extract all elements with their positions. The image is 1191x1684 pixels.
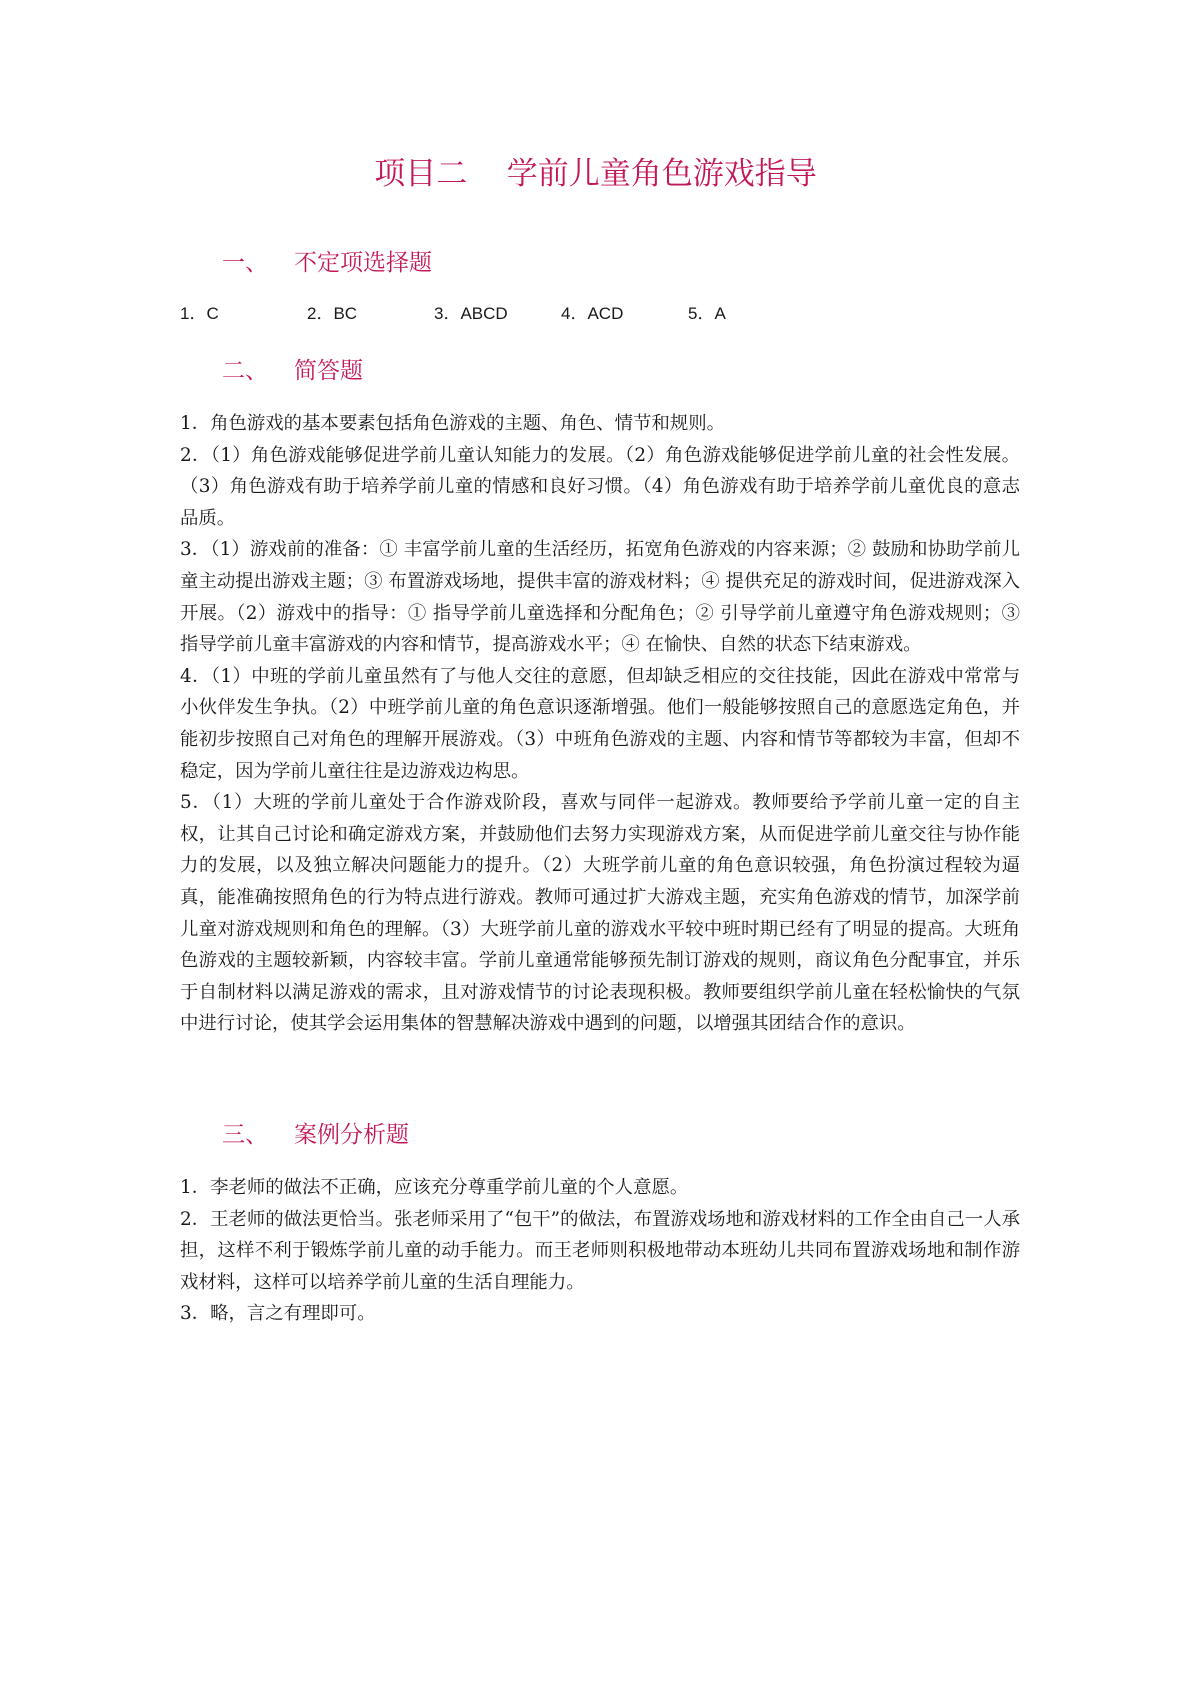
answer-list (180, 302, 815, 326)
answer-paragraph: 2．王老师的做法更恰当。张老师采用了“包干”的做法，布置游戏场地和游戏材料的工作全由自己一人承担，这样不利于锻炼学前儿童的动手能力。而王老师则积极地带动本班幼儿共同布置游戏场地和制作游戏材料，这样可以培养学前儿童的生活自理能力。 (180, 1208, 1020, 1293)
page-title: 项目二 学前儿童角色游戏指导 (374, 156, 817, 192)
case-analysis-body (180, 1172, 1020, 1330)
section-heading-multiple-choice (222, 248, 432, 278)
answer-paragraph: 5．（1）大班的学前儿童处于合作游戏阶段，喜欢与同伴一起游戏。教师要给予学前儿童一定的自主权，让其自己讨论和确定游戏方案，并鼓励他们去努力实现游戏方案，从而促进学前儿童交往与协作能力的发展，以及独立解决问题能力的提升。（2）大班学前儿童的角色意识较强，角色扮演过程较为逼真，能准确按照角色的行为特点进行游戏。教师可通过扩大游戏主题，充实角色游戏的情节，加深学前儿童对游戏规则和角色的理解。（3）大班学前儿童的游戏水平较中班时期已经有了明显的提高。大班角色游戏的主题较新颖，内容较丰富。学前儿童通常能够预先制订游戏的规则，商议角色分配事宜，并乐于自制材料以满足游戏的需求，且对游戏情节的讨论表现积极。教师要组织学前儿童在轻松愉快的气氛中进行讨论，使其学会运用集体的智慧解决游戏中遇到的问题，以增强其团结合作的意识。 (180, 792, 1020, 1035)
section-title: 案例分析题 (294, 1122, 409, 1148)
section-title: 简答题 (294, 358, 363, 384)
section-number: 二、 (222, 358, 268, 384)
section-title: 不定项选择题 (294, 250, 432, 276)
answer-paragraph: 2．（1）角色游戏能够促进学前儿童认知能力的发展。（2）角色游戏能够促进学前儿童的社会性发展。（3）角色游戏有助于培养学前儿童的情感和良好习惯。（4）角色游戏有助于培养学前儿童优良的意志品质。 (180, 444, 1020, 529)
answer-paragraph: 4．（1）中班的学前儿童虽然有了与他人交往的意愿，但却缺乏相应的交往技能，因此在游戏中常常与小伙伴发生争执。（2）中班学前儿童的角色意识逐渐增强。他们一般能够按照自己的意愿选定角色，并能初步按照自己对角色的理解开展游戏。（3）中班角色游戏的主题、内容和情节等都较为丰富，但却不稳定，因为学前儿童往往是边游戏边构思。 (180, 665, 1020, 782)
section-number: 一、 (222, 250, 268, 276)
answer-paragraph: 3．（1）游戏前的准备：① 丰富学前儿童的生活经历，拓宽角色游戏的内容来源；② 鼓励和协助学前儿童主动提出游戏主题；③ 布置游戏场地，提供丰富的游戏材料；④ 提供充足的游戏时间，促进游戏深入开展。（2）游戏中的指导：① 指导学前儿童选择和分配角色；② 引导学前儿童遵守角色游戏规则；③ 指导学前儿童丰富游戏的内容和情节，提高游戏水平；④ 在愉快、自然的状态下结束游戏。 (180, 539, 1020, 656)
section-heading-short-answer (222, 356, 363, 386)
answer-paragraph: 3．略，言之有理即可。 (180, 1303, 376, 1325)
answer-item: 1．C (180, 304, 219, 323)
answer-paragraph: 1．李老师的做法不正确，应该充分尊重学前儿童的个人意愿。 (180, 1177, 689, 1198)
short-answer-body (180, 408, 1020, 1040)
answer-item: 5．A (688, 304, 726, 323)
answer-item: 4．ACD (561, 304, 624, 323)
answer-item: 2．BC (307, 304, 358, 323)
section-heading-case-analysis (222, 1120, 409, 1150)
answer-paragraph: 1．角色游戏的基本要素包括角色游戏的主题、角色、情节和规则。 (180, 413, 726, 434)
answer-item: 3．ABCD (434, 304, 508, 323)
section-number: 三、 (222, 1122, 268, 1148)
